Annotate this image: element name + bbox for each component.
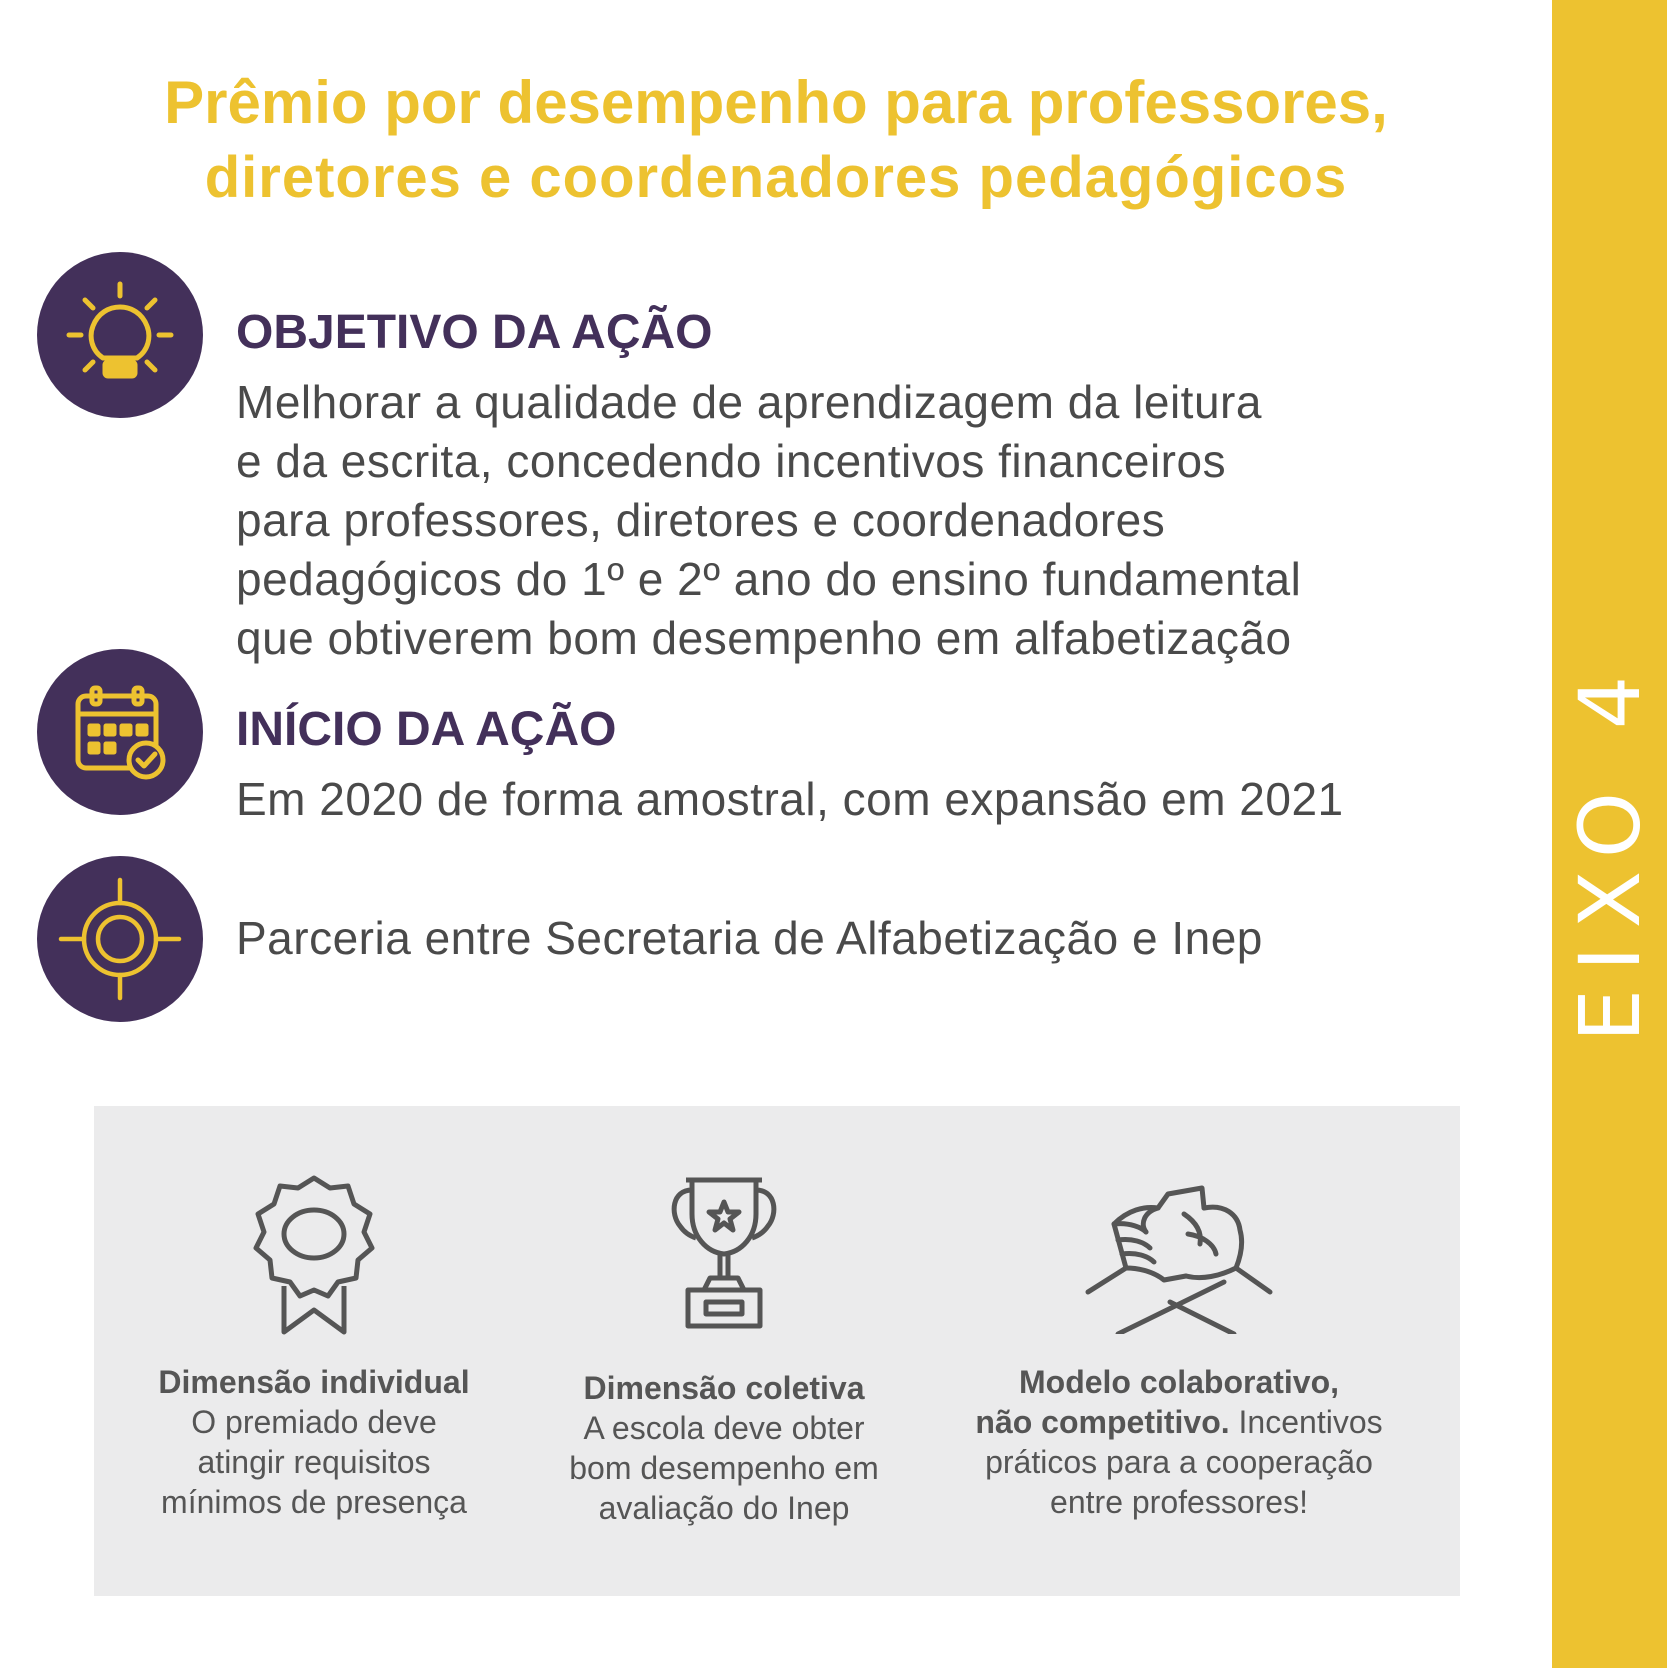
page-subtitle: diretores e coordenadores pedagógicos bbox=[204, 145, 1348, 210]
individual-dimension-line: O premiado deve bbox=[191, 1404, 437, 1440]
start-heading: INÍCIO DA AÇÃO bbox=[236, 703, 617, 756]
objective-line: para professores, diretores e coordenadores bbox=[236, 494, 1166, 546]
objective-line: pedagógicos do 1º e 2º ano do ensino fundamental bbox=[236, 553, 1302, 605]
collective-dimension-text bbox=[534, 1368, 914, 1528]
individual-dimension-text bbox=[144, 1362, 484, 1522]
collective-dimension-line: bom desempenho em bbox=[569, 1450, 879, 1486]
collective-dimension-line: A escola deve obter bbox=[583, 1410, 865, 1446]
start-body: Em 2020 de forma amostral, com expansão em 2021 bbox=[236, 773, 1344, 825]
objective-line: e da escrita, concedendo incentivos financeiros bbox=[236, 435, 1227, 487]
page-title: Prêmio por desempenho para professores, bbox=[164, 69, 1388, 136]
collaborative-model-card bbox=[939, 1106, 1419, 1596]
objective-heading: OBJETIVO DA AÇÃO bbox=[236, 306, 713, 359]
individual-dimension-title: Dimensão individual bbox=[158, 1364, 470, 1400]
objective-line: Melhorar a qualidade de aprendizagem da leitura bbox=[236, 376, 1262, 428]
individual-dimension-line: atingir requisitos bbox=[197, 1444, 431, 1480]
partnership-body: Parceria entre Secretaria de Alfabetização e Inep bbox=[236, 912, 1263, 964]
collaborative-model-title: Modelo colaborativo, bbox=[1018, 1364, 1340, 1400]
partnership-icon-circle bbox=[37, 856, 203, 1022]
individual-dimension-line: mínimos de presença bbox=[161, 1484, 467, 1520]
target-icon bbox=[55, 874, 185, 1004]
handshake-icon bbox=[1084, 1184, 1274, 1334]
side-label: EIXO 4 bbox=[1561, 657, 1659, 1043]
highlights-panel bbox=[94, 1106, 1460, 1596]
start-icon-circle bbox=[37, 649, 203, 815]
trophy-icon bbox=[664, 1174, 784, 1334]
collective-dimension-title: Dimensão coletiva bbox=[583, 1370, 865, 1406]
collaborative-model-subtitle: não competitivo. bbox=[975, 1404, 1230, 1440]
calendar-check-icon bbox=[70, 682, 170, 782]
award-ribbon-icon bbox=[244, 1170, 384, 1340]
individual-dimension-card bbox=[144, 1106, 484, 1596]
collaborative-model-line-rest: Incentivos bbox=[1229, 1404, 1383, 1440]
collective-dimension-line: avaliação do Inep bbox=[598, 1490, 850, 1526]
collaborative-model-text bbox=[939, 1362, 1419, 1522]
objective-line: que obtiverem bom desempenho em alfabetização bbox=[236, 612, 1292, 664]
collaborative-model-line bbox=[939, 1402, 1419, 1442]
collaborative-model-line: práticos para a cooperação bbox=[985, 1444, 1373, 1480]
collective-dimension-card bbox=[534, 1106, 914, 1596]
collaborative-model-line: entre professores! bbox=[1050, 1484, 1308, 1520]
objective-icon-circle bbox=[37, 252, 203, 418]
lightbulb-icon bbox=[65, 280, 175, 390]
